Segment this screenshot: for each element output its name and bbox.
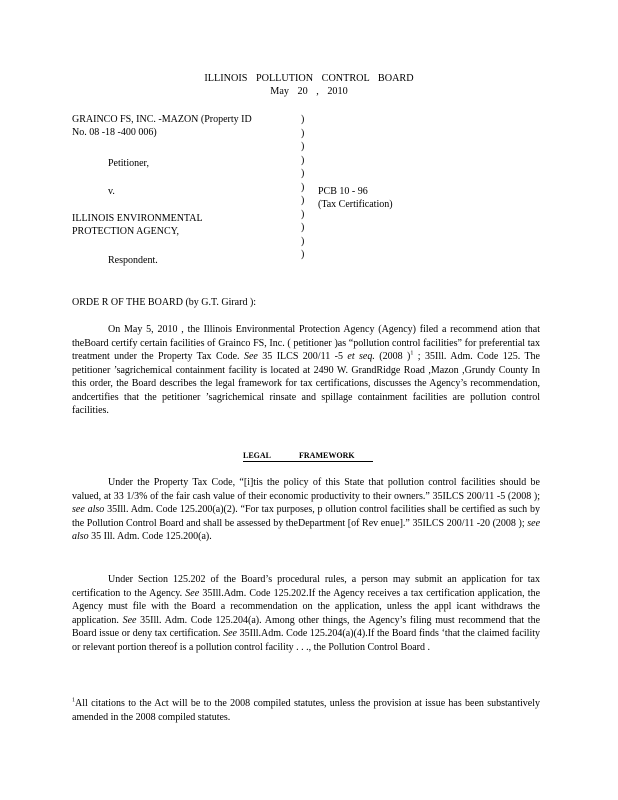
case-type: (Tax Certification)	[318, 199, 393, 210]
caption-parentheses: ) ) ) ) ) ) ) ) ) ) )	[301, 114, 305, 260]
petitioner-property-id: No. 08 -18 -400 006)	[72, 127, 157, 138]
respondent-name: ILLINOIS ENVIRONMENTAL	[72, 213, 203, 224]
respondent-role: Respondent.	[108, 255, 158, 266]
footnote-mark: 1	[72, 697, 75, 704]
respondent-agency: PROTECTION AGENCY,	[72, 226, 180, 237]
order-date: May 20 , 2010	[270, 86, 348, 97]
section-heading-legal-framework: LEGAL FRAMEWORK	[243, 451, 355, 460]
order-heading: ORDE R OF THE BOARD (by G.T. Girard ):	[72, 297, 257, 308]
paragraph-procedure: Under Section 125.202 of the Board’s procedural rules, a person may submit an application for tax certification to the Agency. See 35Ill.Adm. Code 125.202.If the Agency receives a tax certification application, the Agency must file with the Board a recommendation on the application, unless the appl icant withdraws the application. See 35Ill. Adm. Code 125.204(a). Among other things, the Agency’s filing must recommend that the Board issue or deny tax certification. See 35Ill.Adm. Code 125.204(a)(4).If the Board finds ‘that the claimed facility or relevant portion thereof is a pollution control facility . . ., the Pollution Control Board .	[72, 574, 541, 653]
case-number: PCB 10 - 96	[318, 186, 368, 197]
petitioner-name: GRAINCO FS, INC. -MAZON (Property ID	[72, 114, 252, 125]
footnote: $^1$All citations to the Act will be to the 2008 compiled statutes, unless the provision at issue has been substantively amended in the 2008 compiled statutes.	[72, 697, 540, 723]
board-title: ILLINOIS POLLUTION CONTROL BOARD	[204, 73, 414, 84]
paragraph-tax-code: Under the Property Tax Code, “[i]tis the policy of this State that pollution control facilities should be valued, at 33 1/3% of the fair cash value of their economic productivity to their owners.” 35ILCS 200/11 -5 (2008 ); see also 35Ill. Adm. Code 125.200(a)(2). “For tax purposes, p ollution control facilities shall be certified as such by the Pollution Control Board and shall be assessed by theDepartment [of Rev enue].” 35ILCS 200/11 -20 (2008 ); see also 35 Ill. Adm. Code 125.200(a).	[72, 477, 541, 542]
paragraph-intro: On May 5, 2010 , the Illinois Environmental Protection Agency (Agency) filed a recommend ation that theBoard certify certain facilities of Grainco FS, Inc. ( petitioner )as “pollution control facilities” for preferential tax treatment under the Property Tax Code. See 35 ILCS 200/11 -5 et seq. (2008 )$^1$ ; 35Ill. Adm. Code 125. The petitioner ’sagrichemical containment facility is located at 2490 W. GrandRidge Road ,Mazon ,Grundy County In this order, the Board describes the legal framework for tax certifications, discusses the Agency’s recommendation, andcertifies that the petitioner ’sagrichemical rinsate and spillage containment facilities are pollution control facilities.	[72, 324, 540, 416]
versus: v.	[108, 186, 115, 197]
petitioner-role: Petitioner,	[108, 158, 149, 169]
footnote-ref: 1	[410, 350, 414, 357]
heading-underline	[243, 461, 373, 462]
